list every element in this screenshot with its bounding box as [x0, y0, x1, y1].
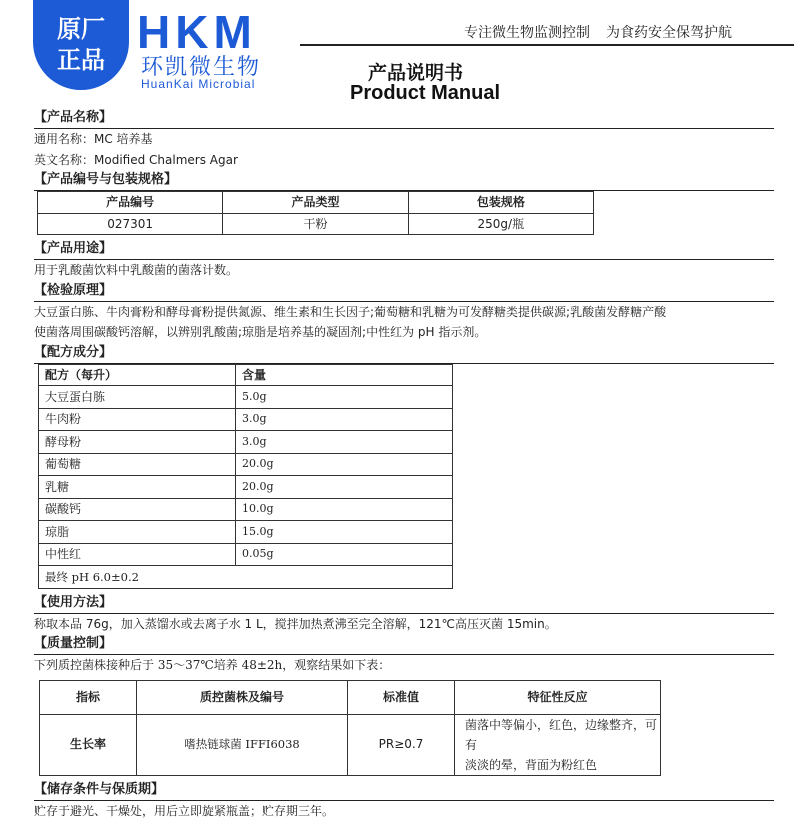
document-title-cn: 产品说明书	[368, 58, 463, 85]
section-heading-use: 【产品用途】	[34, 239, 774, 260]
table-row	[38, 213, 594, 235]
ingredient-amount: 3.0g	[236, 408, 453, 431]
table-header-row	[39, 364, 453, 386]
ingredient-name: 碳酸钙	[39, 498, 236, 521]
ingredient-amount: 3.0g	[236, 431, 453, 454]
method-text: 称取本品 76g，加入蒸馏水或去离子水 1 L，搅拌加热煮沸至完全溶解，121℃高压灭菌 15min。	[34, 614, 774, 635]
ingredient-name: 葡萄糖	[39, 453, 236, 476]
quality-control-table	[39, 680, 661, 776]
qc-feature-line-2: 淡淡的晕，背面为粉红色	[465, 755, 660, 775]
authentic-badge	[33, 0, 129, 90]
logo-english-name: HuanKai Microbial	[141, 78, 255, 91]
table-row	[39, 386, 453, 409]
header-cell: 配方（每升）	[39, 364, 236, 386]
company-logo	[137, 8, 287, 90]
ingredient-amount: 10.0g	[236, 498, 453, 521]
manual-content	[34, 108, 774, 821]
header-cell: 产品类型	[223, 192, 408, 214]
table-row	[39, 408, 453, 431]
qc-feature-line-1: 菌落中等偏小，红色，边缘整齐，可有	[465, 715, 660, 755]
table-row	[40, 714, 661, 775]
ingredient-name: 大豆蛋白胨	[39, 386, 236, 409]
qc-strain: 嗜热链球菌 IFFI6038	[137, 714, 348, 775]
use-text: 用于乳酸菌饮料中乳酸菌的菌落计数。	[34, 260, 774, 281]
principle-line-1: 大豆蛋白胨、牛肉膏粉和酵母膏粉提供氮源、维生素和生长因子;葡萄糖和乳糖为可发酵糖类提供碳源;乳酸菌发酵糖产酸	[34, 302, 774, 323]
badge-line-1: 原厂	[33, 14, 129, 45]
english-name: 英文名称：Modified Chalmers Agar	[34, 150, 774, 171]
table-header-row	[40, 680, 661, 714]
package-spec: 250g/瓶	[408, 213, 593, 235]
table-row	[39, 453, 453, 476]
table-row	[39, 543, 453, 566]
table-row	[39, 521, 453, 544]
table-row	[39, 476, 453, 499]
ingredient-amount: 0.05g	[236, 543, 453, 566]
ingredient-amount: 20.0g	[236, 476, 453, 499]
ingredient-name: 琼脂	[39, 521, 236, 544]
ingredient-name: 牛肉粉	[39, 408, 236, 431]
document-title-en: Product Manual	[350, 82, 500, 105]
header-cell: 质控菌株及编号	[137, 680, 348, 714]
slogan-left: 专注微生物监测控制	[464, 25, 590, 41]
common-name: 通用名称：MC 培养基	[34, 129, 774, 150]
header-cell: 特征性反应	[455, 680, 661, 714]
header-cell: 含量	[236, 364, 453, 386]
header-divider	[300, 44, 794, 46]
product-code-table	[37, 191, 594, 235]
product-type: 干粉	[223, 213, 408, 235]
section-heading-quality: 【质量控制】	[34, 634, 774, 655]
section-heading-name: 【产品名称】	[34, 108, 774, 129]
product-code: 027301	[38, 213, 223, 235]
header-cell: 包装规格	[408, 192, 593, 214]
table-row	[39, 566, 453, 589]
logo-letters: HKM	[137, 8, 257, 56]
qc-standard: PR≥0.7	[348, 714, 455, 775]
qc-index: 生长率	[40, 714, 137, 775]
section-heading-method: 【使用方法】	[34, 593, 774, 614]
section-heading-formula: 【配方成分】	[34, 343, 774, 364]
table-header-row	[38, 192, 594, 214]
ingredient-amount: 15.0g	[236, 521, 453, 544]
formula-table	[38, 364, 453, 589]
header-cell: 产品编号	[38, 192, 223, 214]
qc-feature	[455, 714, 661, 775]
section-heading-code: 【产品编号与包装规格】	[34, 170, 774, 191]
logo-chinese-name: 环凯微生物	[141, 56, 261, 80]
ingredient-name: 中性红	[39, 543, 236, 566]
principle-line-2: 使菌落周围碳酸钙溶解，以辨别乳酸菌;琼脂是培养基的凝固剂;中性红为 pH 指示剂。	[34, 322, 774, 343]
final-ph: 最终 pH 6.0±0.2	[39, 566, 453, 589]
badge-line-2: 正品	[33, 45, 129, 76]
section-heading-principle: 【检验原理】	[34, 281, 774, 302]
ingredient-amount: 20.0g	[236, 453, 453, 476]
slogan	[464, 22, 732, 42]
table-row	[39, 431, 453, 454]
ingredient-amount: 5.0g	[236, 386, 453, 409]
slogan-right: 为食药安全保驾护航	[606, 25, 732, 41]
storage-text: 贮存于避光、干燥处，用后立即旋紧瓶盖；贮存期三年。	[34, 801, 774, 821]
table-row	[39, 498, 453, 521]
header-cell: 标准值	[348, 680, 455, 714]
ingredient-name: 乳糖	[39, 476, 236, 499]
section-heading-storage: 【储存条件与保质期】	[34, 780, 774, 801]
ingredient-name: 酵母粉	[39, 431, 236, 454]
header-cell: 指标	[40, 680, 137, 714]
quality-intro: 下列质控菌株接种后于 35～37℃培养 48±2h，观察结果如下表：	[34, 655, 774, 676]
